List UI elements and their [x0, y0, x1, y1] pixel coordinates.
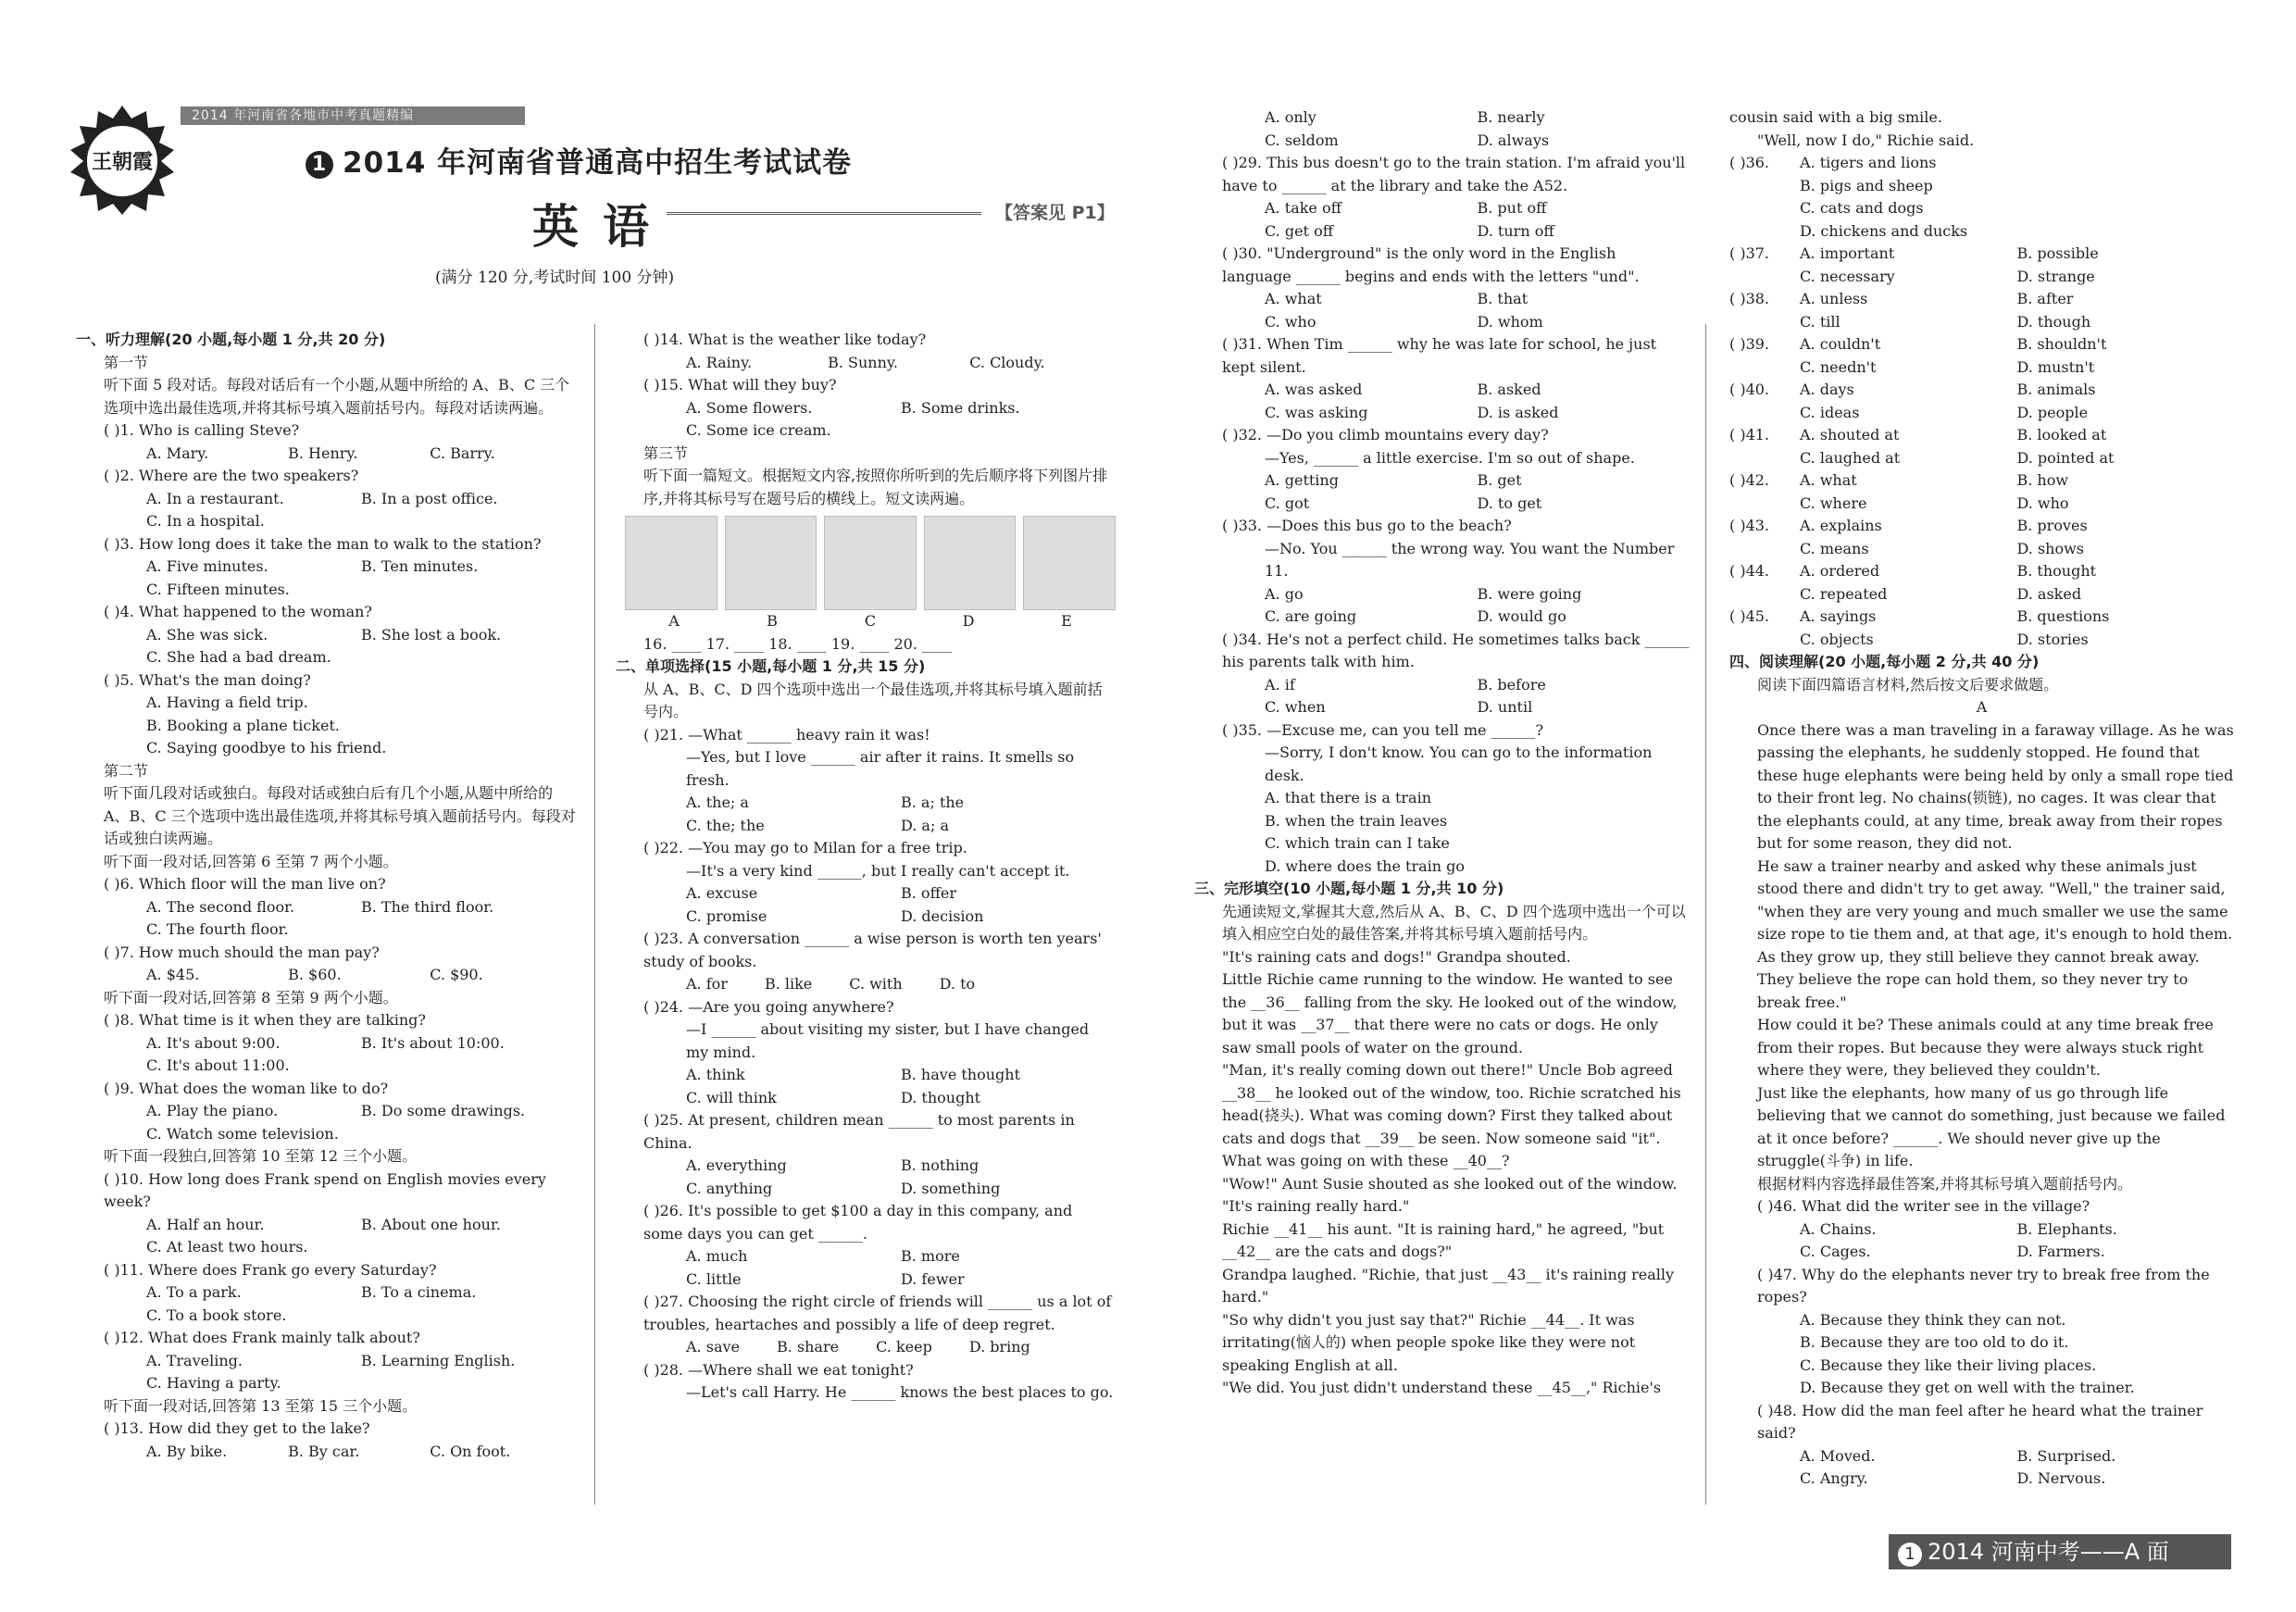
option: B. offer — [901, 884, 957, 902]
option: C. seldom — [1265, 131, 1339, 149]
passage-label: A — [1976, 698, 1988, 716]
picture-label: A — [668, 612, 680, 630]
option: A. By bike. — [146, 1442, 228, 1460]
option: C. Saying goodbye to his friend. — [146, 739, 387, 756]
option: C. Fifteen minutes. — [146, 580, 290, 598]
question: ( )5. What's the man doing? — [104, 670, 311, 689]
paragraph: "Wow!" Aunt Susie shouted as she looked out of the window. "It's raining really hard." — [1222, 1174, 1678, 1215]
picture-label: B — [767, 612, 778, 630]
option: A. only — [1265, 108, 1316, 126]
option: C. Cloudy. — [969, 353, 1045, 371]
option: B. were going — [1477, 584, 1582, 603]
option: B. In a post office. — [361, 489, 498, 507]
option: A. $45. — [146, 966, 200, 983]
question: ( )35. —Excuse me, can you tell me ______? — [1222, 720, 1544, 739]
exam-meta: (满分 120 分,考试时间 100 分钟) — [435, 269, 675, 287]
option: D. to get — [1477, 494, 1542, 512]
options — [76, 1441, 576, 1464]
option: B. Learning English. — [361, 1351, 516, 1369]
option: B. Elephants. — [2016, 1219, 2117, 1238]
option: D. decision — [901, 906, 984, 925]
option: D. turn off — [1477, 221, 1554, 240]
paragraph: cousin said with a big smile. — [1729, 108, 1942, 126]
options — [76, 964, 576, 987]
sports-picture — [1023, 516, 1116, 610]
options — [1194, 674, 1690, 719]
option: C. get off — [1265, 221, 1334, 240]
options — [76, 624, 576, 669]
options — [76, 443, 576, 466]
options — [616, 882, 1116, 928]
dialogue-note: 听下面一段对话,回答第 8 至第 9 两个小题。 — [104, 988, 398, 1006]
option: D. Farmers. — [2016, 1243, 2105, 1260]
option: B. Ten minutes. — [361, 557, 479, 575]
option: B. $60. — [288, 966, 342, 983]
option: C. the; the — [686, 816, 765, 834]
option: D. thought — [901, 1088, 981, 1106]
option: A. Having a field trip. — [146, 694, 308, 711]
options — [1729, 1218, 2234, 1264]
cloze-question: ( )43. A. explains B. proves C. means D. shows — [1729, 517, 2088, 557]
paragraph: "So why didn't you just say that?" Richie __44__. It was irritating(恼人的) when people spoke like they were not speaking English at all. — [1222, 1310, 1636, 1374]
option: B. a; the — [901, 794, 965, 811]
option: C. promise — [686, 906, 767, 925]
option: D. fewer — [901, 1269, 965, 1288]
option: D. bring — [968, 1338, 1030, 1356]
option: C. Watch some television. — [146, 1124, 339, 1143]
question: ( )6. Which floor will the man live on? — [104, 875, 386, 893]
option: A. if — [1265, 675, 1295, 694]
option: B. get — [1477, 471, 1522, 489]
cloze-question: ( )39. A. couldn't B. shouldn't C. needn't D. mustn't — [1729, 335, 2107, 376]
options — [1194, 469, 1690, 515]
option: B. share — [776, 1338, 840, 1356]
option: C. are going — [1265, 607, 1357, 625]
paragraph: "It's raining cats and dogs!" Grandpa shouted. — [1222, 947, 1571, 966]
option: D. Because they get on well with the trainer. — [1800, 1379, 2135, 1396]
picture-labels — [625, 610, 1116, 633]
cloze-question: ( )37. A. important B. possible C. necessary D. strange — [1729, 244, 2099, 285]
option: C. little — [686, 1269, 742, 1288]
question: ( )4. What happened to the woman? — [104, 603, 372, 620]
column-2 — [616, 329, 1116, 1405]
question: ( )2. Where are the two speakers? — [104, 467, 359, 484]
option: B. Surprised. — [2016, 1446, 2116, 1465]
question: ( )26. It's possible to get $100 a day in this company, and some days you can get ______. — [643, 1202, 1073, 1243]
options — [76, 488, 576, 533]
paragraph: Grandpa laughed. "Richie, that just __43__ it's raining really hard." — [1222, 1265, 1675, 1306]
answer-blanks: 16. ____ 17. ____ 18. ____ 19. ____ 20. ____ — [643, 634, 952, 653]
option: C. Having a party. — [146, 1374, 281, 1392]
option: C. who — [1265, 312, 1316, 331]
picture-row — [625, 516, 1116, 610]
option: B. Henry. — [288, 444, 358, 462]
option: B. asked — [1477, 381, 1541, 398]
cloze-question: ( )42. A. what B. how C. where D. who — [1729, 471, 2069, 512]
question: ( )24. —Are you going anywhere? — [643, 997, 894, 1016]
option: C. keep — [876, 1338, 932, 1356]
option: A. Traveling. — [146, 1351, 243, 1369]
paragraph: Once there was a man traveling in a faraway village. As he was passing the elephants, he suddenly stopped. He found that these huge elephants were being held by only a small rope tied to their front leg. No chains(锁链), no cages. It was clear that the elephants could, at any time, break away from their ropes but for some reason, they did not. — [1757, 720, 2234, 852]
paragraph: Just like the elephants, how many of us go through life believing that we cannot do something, just because we failed at it once before? ______. We should never give up the struggle(斗争) in life. — [1757, 1083, 2226, 1169]
options — [1194, 379, 1690, 424]
question: ( )1. Who is calling Steve? — [104, 421, 300, 439]
question: ( )25. At present, children mean ______ to most parents in China. — [643, 1111, 1075, 1152]
option: C. will think — [686, 1088, 777, 1106]
option: A. excuse — [686, 884, 758, 902]
cloze-question: ( )38. A. unless B. after C. till D. though — [1729, 290, 2091, 331]
question: ( )22. —You may go to Milan for a free trip. — [643, 839, 967, 856]
option: A. Half an hour. — [146, 1215, 265, 1233]
column-divider — [1705, 324, 1706, 1505]
option: B. when the train leaves — [1265, 811, 1448, 830]
option: A. She was sick. — [146, 625, 268, 644]
option: A. Five minutes. — [146, 557, 268, 575]
paragraph: Little Richie came running to the window. He wanted to see the __36__ falling from the sky. He looked out of the window, but it was __37__ that there were no cats or dogs. He only saw small pools of water on the ground. — [1222, 970, 1678, 1056]
question: ( )15. What will they buy? — [643, 376, 837, 394]
instructions: 根据材料内容选择最佳答案,并将其标号填入题前括号内。 — [1757, 1174, 2133, 1193]
question: ( )23. A conversation ______ a wise person is worth ten years' study of books. — [643, 930, 1102, 970]
option: B. nothing — [901, 1156, 980, 1174]
cloze-question: ( )44. A. ordered B. thought C. repeated D. asked — [1729, 562, 2097, 603]
options — [76, 556, 576, 601]
cloze-question: ( )41. A. shouted at B. looked at C. laughed at D. pointed at — [1729, 426, 2115, 467]
footer-text: 2014 河南中考——A 面 — [1928, 1539, 2169, 1565]
option: A. Rainy. — [686, 353, 753, 371]
option: A. go — [1265, 584, 1304, 603]
column-4 — [1729, 106, 2234, 1491]
option: C. got — [1265, 494, 1310, 512]
option: D. is asked — [1477, 403, 1559, 421]
subject-divider — [667, 212, 981, 215]
options — [616, 1155, 1116, 1200]
options — [616, 973, 1116, 996]
option: C. which train can I take — [1265, 834, 1450, 852]
instructions: 阅读下面四篇语言材料,然后按文后要求做题。 — [1757, 675, 2059, 694]
options — [76, 1100, 576, 1145]
dialogue-note: 听下面一段对话,回答第 6 至第 7 两个小题。 — [104, 852, 398, 870]
option: C. was asking — [1265, 403, 1368, 421]
question: ( )21. —What ______ heavy rain it was! — [643, 725, 930, 744]
option: C. anything — [686, 1179, 773, 1197]
options — [616, 1245, 1116, 1291]
option: B. By car. — [288, 1442, 360, 1460]
option: A. Chains. — [1800, 1219, 1877, 1238]
options — [76, 1032, 576, 1078]
exam-title — [306, 139, 852, 181]
title-text: 2014 年河南省普通高中招生考试试卷 — [343, 146, 853, 180]
option: D. to — [939, 975, 976, 993]
question: ( )32. —Do you climb mountains every day? — [1222, 426, 1549, 444]
question: ( )47. Why do the elephants never try to break free from the ropes? — [1757, 1265, 2210, 1306]
question: ( )8. What time is it when they are talking? — [104, 1011, 426, 1029]
question: ( )28. —Where shall we eat tonight? — [643, 1360, 914, 1379]
cycling-picture — [625, 516, 718, 610]
instructions: 听下面几段对话或独白。每段对话或独白后有几个小题,从题中所给的 A、B、C 三个选项中选出最佳选项,并将其标号填入题前括号内。每段对话或独白读两遍。 — [104, 784, 576, 847]
question-cont: —Yes, but I love ______ air after it rains. It smells so fresh. — [686, 748, 1075, 789]
options — [1194, 288, 1690, 333]
option: D. something — [901, 1179, 1001, 1197]
options — [616, 397, 1116, 443]
instructions: 从 A、B、C、D 四个选项中选出一个最佳选项,并将其标号填入题前括号内。 — [643, 680, 1103, 720]
question: ( )3. How long does it take the man to walk to the station? — [104, 534, 542, 553]
option: C. The fourth floor. — [146, 920, 289, 938]
option: C. In a hospital. — [146, 512, 265, 530]
options — [76, 896, 576, 942]
option: A. save — [686, 1338, 740, 1356]
dialogue-note: 听下面一段对话,回答第 13 至第 15 三个小题。 — [104, 1396, 418, 1415]
svg-text:王朝霞: 王朝霞 — [91, 150, 154, 174]
instruments-picture — [824, 516, 917, 610]
options — [616, 352, 1116, 375]
instructions: 听下面 5 段对话。每段对话后有一个小题,从题中所给的 A、B、C 三个选项中选出最佳选项,并将其标号填入题前括号内。每段对话读两遍。 — [104, 376, 570, 417]
page-footer — [1889, 1534, 2231, 1569]
answer-reference: 【答案见 P1】 — [995, 203, 1115, 223]
question: ( )13. How did they get to the lake? — [104, 1419, 370, 1437]
question: ( )7. How much should the man pay? — [104, 943, 380, 961]
picture-label: C — [864, 612, 877, 630]
cooking-picture — [924, 516, 1017, 610]
option: B. It's about 10:00. — [361, 1033, 505, 1052]
question: ( )11. Where does Frank go every Saturday? — [104, 1260, 437, 1279]
option: A. was asked — [1265, 381, 1363, 398]
question: ( )12. What does Frank mainly talk about? — [104, 1329, 420, 1346]
question: ( )9. What does the woman like to do? — [104, 1079, 389, 1097]
options — [76, 692, 576, 760]
option: D. until — [1477, 698, 1533, 716]
column-3 — [1194, 106, 1690, 1400]
section-heading: 二、单项选择(15 小题,每小题 1 分,共 15 分) — [616, 657, 926, 675]
option: A. take off — [1265, 199, 1341, 217]
option: B. Because they are too old to do it. — [1800, 1333, 2069, 1351]
option: A. Play the piano. — [146, 1102, 279, 1119]
subject-title: 英语 — [532, 200, 673, 254]
question-cont: —It's a very kind ______, but I really can't accept it. — [686, 861, 1070, 880]
question-cont: —Yes, ______ a little exercise. I'm so out of shape. — [1265, 448, 1635, 467]
question-cont: —Let's call Harry. He ______ knows the best places to go. — [686, 1383, 1114, 1401]
part-heading: 第一节 — [104, 353, 149, 371]
option: C. Some ice cream. — [686, 421, 831, 439]
picture-label: E — [1061, 612, 1072, 630]
question: ( )46. What did the writer see in the village? — [1757, 1197, 2090, 1215]
option: C. Cages. — [1800, 1243, 1871, 1260]
option: B. like — [764, 975, 813, 993]
paragraph: "We did. You just didn't understand these __45__," Richie's — [1222, 1379, 1662, 1396]
paragraph: Richie __41__ his aunt. "It is raining hard," he agreed, "but __42__ are the cats and dogs?" — [1222, 1219, 1665, 1260]
option: C. with — [849, 975, 903, 993]
option: A. that there is a train — [1265, 789, 1431, 806]
option: B. To a cinema. — [361, 1283, 477, 1301]
option: D. whom — [1477, 312, 1543, 331]
option: A. To a park. — [146, 1283, 242, 1301]
option: D. a; a — [901, 816, 949, 834]
option: C. Angry. — [1800, 1469, 1868, 1487]
option: B. The third floor. — [361, 897, 494, 916]
question: ( )30. "Underground" is the only word in the English language ______ begins and ends with the letters "und". — [1222, 244, 1640, 285]
question-cont: —No. You ______ the wrong way. You want the Number 11. — [1265, 539, 1675, 580]
paragraph: "Man, it's really coming down out there!" Uncle Bob agreed __38__ he looked out of the window, too. Richie scratched his head(挠头). What was coming down? First they talked about cats and dogs that __39__ be seen. Now someone said "it". What was going on with these __40__? — [1222, 1061, 1681, 1169]
options — [616, 1336, 1116, 1359]
option: A. much — [686, 1247, 748, 1265]
option: B. About one hour. — [361, 1215, 501, 1233]
option: A. think — [686, 1066, 745, 1083]
option: B. put off — [1477, 199, 1547, 217]
option: B. nearly — [1477, 108, 1545, 126]
options — [1194, 787, 1690, 878]
part-heading: 第三节 — [643, 444, 689, 462]
part-heading: 第二节 — [104, 761, 149, 780]
question: ( )33. —Does this bus go to the beach? — [1222, 517, 1512, 534]
option: B. Do some drawings. — [361, 1102, 526, 1119]
option: C. At least two hours. — [146, 1238, 308, 1256]
question: ( )10. How long does Frank spend on English movies every week? — [104, 1169, 546, 1210]
option: A. It's about 9:00. — [146, 1033, 281, 1052]
instructions: 先通读短文,掌握其大意,然后从 A、B、C、D 四个选项中选出一个可以填入相应空白处的最佳答案,并将其标号填入题前括号内。 — [1222, 902, 1686, 943]
options — [1194, 106, 1690, 152]
instructions: 听下面一篇短文。根据短文内容,按照你所听到的先后顺序将下列图片排序,并将其标号写在题号后的横线上。短文读两遍。 — [643, 467, 1108, 507]
option: C. Barry. — [430, 444, 495, 462]
options — [616, 792, 1116, 837]
question-cont: —I ______ about visiting my sister, but I have changed my mind. — [686, 1020, 1090, 1061]
options — [76, 1350, 576, 1395]
question: ( )29. This bus doesn't go to the train station. I'm afraid you'll have to ______ at the library and take the A52. — [1222, 154, 1686, 194]
option: B. She lost a book. — [361, 625, 502, 644]
section-heading: 三、完形填空(10 小题,每小题 1 分,共 10 分) — [1194, 880, 1504, 897]
option: A. what — [1265, 290, 1322, 307]
option: A. getting — [1265, 471, 1339, 489]
paragraph: How could it be? These animals could at any time break free from their ropes. But because they were always stuck right where they were, they believed they couldn't. — [1757, 1016, 2214, 1079]
options — [1194, 197, 1690, 243]
section-heading: 四、阅读理解(20 小题,每小题 2 分,共 40 分) — [1729, 653, 2040, 670]
option: C. To a book store. — [146, 1306, 287, 1324]
question: ( )48. How did the man feel after he heard what the trainer said? — [1757, 1401, 2203, 1442]
option: B. Booking a plane ticket. — [146, 716, 340, 734]
option: C. On foot. — [430, 1442, 511, 1460]
column-divider — [594, 324, 595, 1505]
option: C. Because they like their living places. — [1800, 1356, 2097, 1374]
question: ( )14. What is the weather like today? — [643, 331, 927, 348]
option: B. that — [1477, 290, 1529, 307]
option: A. Moved. — [1800, 1446, 1876, 1465]
paragraph: He saw a trainer nearby and asked why these animals just stood there and didn't try to get away. "Well," the trainer said, "when they are very young and much smaller we use the same size rope to tie them and, at that age, it's enough to hold them. As they grow up, they still believe they cannot break away. They believe the rope can hold them, so they never try to break free." — [1757, 856, 2233, 1011]
option: A. Some flowers. — [686, 398, 813, 417]
cloze-question: ( )36. A. tigers and lions B. pigs and sheep C. cats and dogs D. chickens and ducks — [1729, 154, 1968, 240]
option: B. Some drinks. — [901, 398, 1020, 417]
picture-label: D — [962, 612, 975, 630]
paragraph: "Well, now I do," Richie said. — [1757, 131, 1975, 149]
column-1 — [76, 329, 576, 1463]
dialogue-note: 听下面一段独白,回答第 10 至第 12 三个小题。 — [104, 1147, 418, 1165]
series-banner: 2014 年河南省各地市中考真题精编 — [181, 106, 525, 125]
option: D. always — [1477, 131, 1550, 149]
option: A. The second floor. — [146, 897, 295, 916]
title-number: 1 — [306, 151, 333, 179]
photographer-picture — [725, 516, 817, 610]
cloze-question: ( )40. A. days B. animals C. ideas D. people — [1729, 381, 2096, 421]
option: C. when — [1265, 698, 1326, 716]
options — [1729, 1309, 2234, 1400]
question-cont: —Sorry, I don't know. You can go to the information desk. — [1265, 744, 1653, 784]
footer-number: 1 — [1898, 1543, 1922, 1567]
options — [616, 1064, 1116, 1109]
options — [76, 1281, 576, 1327]
section-heading: 一、听力理解(20 小题,每小题 1 分,共 20 分) — [76, 331, 386, 348]
options — [76, 1214, 576, 1259]
option: A. the; a — [686, 794, 749, 811]
option: C. She had a bad dream. — [146, 648, 331, 666]
option: A. for — [686, 975, 728, 993]
option: C. It's about 11:00. — [146, 1056, 290, 1074]
cloze-question: ( )45. A. sayings B. questions C. objects D. stories — [1729, 607, 2110, 648]
option: D. Nervous. — [2016, 1469, 2106, 1487]
option: C. $90. — [430, 966, 483, 983]
option: B. Sunny. — [828, 353, 898, 371]
option: D. would go — [1477, 607, 1566, 625]
option: A. Because they think they can not. — [1800, 1310, 2066, 1329]
question: ( )34. He's not a perfect child. He sometimes talks back ______ his parents talk with him. — [1222, 630, 1690, 670]
option: B. before — [1477, 675, 1546, 694]
option: A. In a restaurant. — [146, 489, 284, 507]
option: B. more — [901, 1247, 960, 1265]
option: A. Mary. — [146, 444, 209, 462]
options — [1729, 1445, 2234, 1491]
options — [1194, 583, 1690, 629]
option: B. have thought — [901, 1066, 1021, 1083]
publisher-logo — [65, 102, 181, 218]
option: A. everything — [686, 1156, 787, 1174]
question: ( )31. When Tim ______ why he was late for school, he just kept silent. — [1222, 335, 1657, 376]
option: D. where does the train go — [1265, 856, 1466, 875]
question: ( )27. Choosing the right circle of friends will ______ us a lot of troubles, heartaches and possibly a life of deep regret. — [643, 1293, 1112, 1333]
